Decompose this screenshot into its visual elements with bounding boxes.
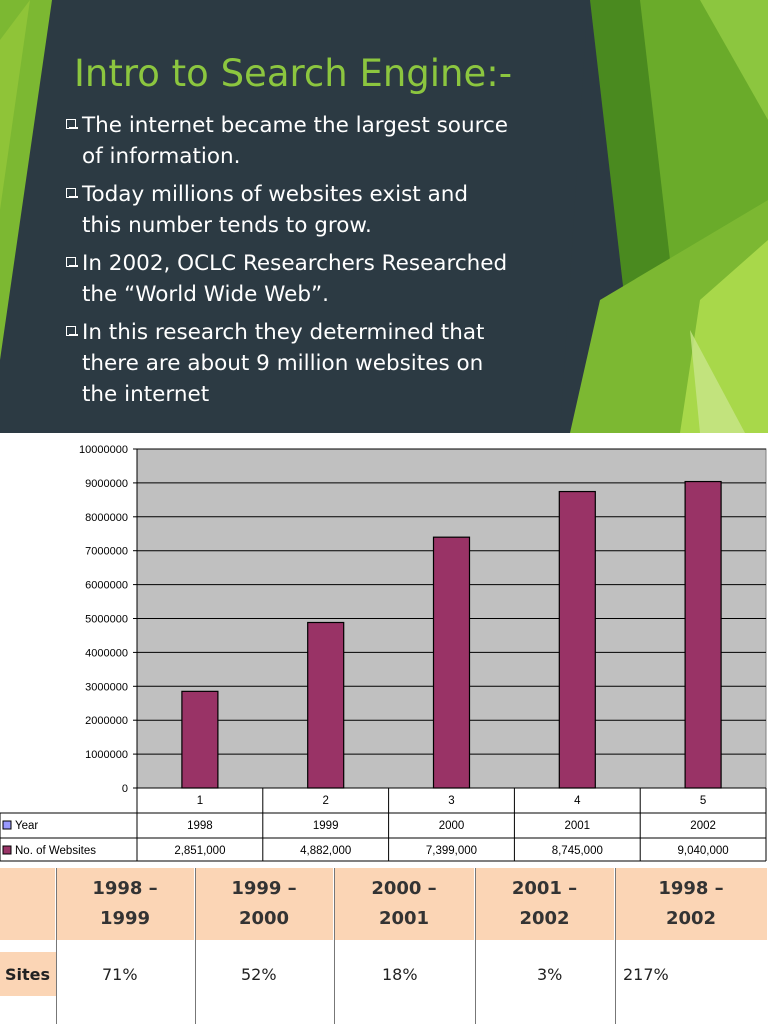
growth-header-cell: 1998 – 1999 xyxy=(56,868,195,940)
legend-swatch xyxy=(3,821,11,829)
bullet-text: there are about 9 million websites on xyxy=(82,351,484,376)
x-category-label: 5 xyxy=(699,795,707,807)
bullet-item xyxy=(64,110,554,172)
bar xyxy=(685,482,721,788)
growth-header-cell: 1999 – 2000 xyxy=(195,868,334,940)
slide-title: Intro to Search Engine:- xyxy=(74,52,513,95)
growth-gap-row xyxy=(0,940,768,952)
table-divider xyxy=(334,868,335,1024)
checkbox-bullet-icon xyxy=(66,326,76,336)
growth-value: 217% xyxy=(623,964,669,984)
growth-value: 18% xyxy=(382,964,418,984)
y-tick-label: 2000000 xyxy=(85,715,128,728)
x-category-label: 4 xyxy=(574,795,581,807)
slide-header xyxy=(0,0,768,433)
growth-empty-row xyxy=(0,996,768,1028)
legend-swatch xyxy=(3,846,11,854)
bullet-text: The internet became the largest source xyxy=(82,113,509,138)
growth-value: 71% xyxy=(102,964,138,984)
growth-header-cell: 2000 – 2001 xyxy=(334,868,475,940)
table-cell-value: 2002 xyxy=(690,820,716,832)
bullet-text: In 2002, OCLC Researchers Researched xyxy=(82,251,508,276)
bullet-list xyxy=(64,110,554,417)
websites-bar-chart xyxy=(0,433,768,863)
bar xyxy=(559,492,595,788)
y-tick-label: 3000000 xyxy=(85,681,128,694)
y-tick-label: 6000000 xyxy=(85,579,128,592)
table-cell-value: 1999 xyxy=(312,820,339,832)
chart-canvas xyxy=(0,433,768,863)
x-category-label: 1 xyxy=(196,795,204,807)
table-divider xyxy=(615,868,616,1024)
bullet-item xyxy=(64,179,554,241)
bullet-text: the internet xyxy=(82,382,210,407)
bar xyxy=(182,691,218,788)
y-tick-label: 4000000 xyxy=(85,647,128,660)
bullet-text: Today millions of websites exist and xyxy=(82,182,469,207)
growth-header-cell: 1998 – 2002 xyxy=(615,868,768,940)
table-cell-value: 4,882,000 xyxy=(300,845,352,857)
growth-header-row xyxy=(0,868,768,940)
table-cell-value: 2001 xyxy=(564,820,591,832)
x-category-label: 2 xyxy=(322,795,329,807)
table-cell-value: 1998 xyxy=(187,820,213,832)
bullet-text: of information. xyxy=(82,144,241,169)
table-row-label: No. of Websites xyxy=(15,845,96,857)
table-divider xyxy=(195,868,196,1024)
table-cell-value: 2000 xyxy=(438,820,465,832)
table-cell-value: 9,040,000 xyxy=(677,845,729,857)
bullet-item xyxy=(64,248,554,310)
checkbox-bullet-icon xyxy=(66,119,76,129)
bullet-text: this number tends to grow. xyxy=(82,213,372,238)
x-category-label: 3 xyxy=(448,795,455,807)
y-tick-label: 0 xyxy=(121,783,128,795)
growth-header-cell: 2001 – 2002 xyxy=(475,868,615,940)
bullet-item xyxy=(64,317,554,410)
table-divider xyxy=(56,868,57,1024)
y-tick-label: 5000000 xyxy=(85,613,128,626)
growth-table xyxy=(0,868,768,1024)
bar xyxy=(308,623,344,788)
checkbox-bullet-icon xyxy=(66,257,76,267)
table-cell-value: 2,851,000 xyxy=(174,845,226,857)
table-divider xyxy=(475,868,476,1024)
growth-value: 52% xyxy=(241,964,277,984)
sites-row-label: Sites xyxy=(0,952,56,996)
y-tick-label: 7000000 xyxy=(85,545,128,558)
y-tick-label: 9000000 xyxy=(85,477,128,490)
growth-value: 3% xyxy=(537,964,563,984)
growth-header-corner xyxy=(0,868,56,940)
y-tick-label: 8000000 xyxy=(85,511,128,524)
table-cell-value: 7,399,000 xyxy=(425,845,478,857)
growth-data-row xyxy=(0,952,768,996)
table-cell-value: 8,745,000 xyxy=(551,845,603,857)
bullet-text: the “World Wide Web”. xyxy=(82,282,330,307)
y-tick-label: 1000000 xyxy=(85,749,128,762)
checkbox-bullet-icon xyxy=(66,188,76,198)
y-tick-label: 10000000 xyxy=(79,444,128,456)
bullet-text: In this research they determined that xyxy=(82,320,485,345)
table-row-label: Year xyxy=(15,820,39,832)
bar xyxy=(434,537,470,788)
